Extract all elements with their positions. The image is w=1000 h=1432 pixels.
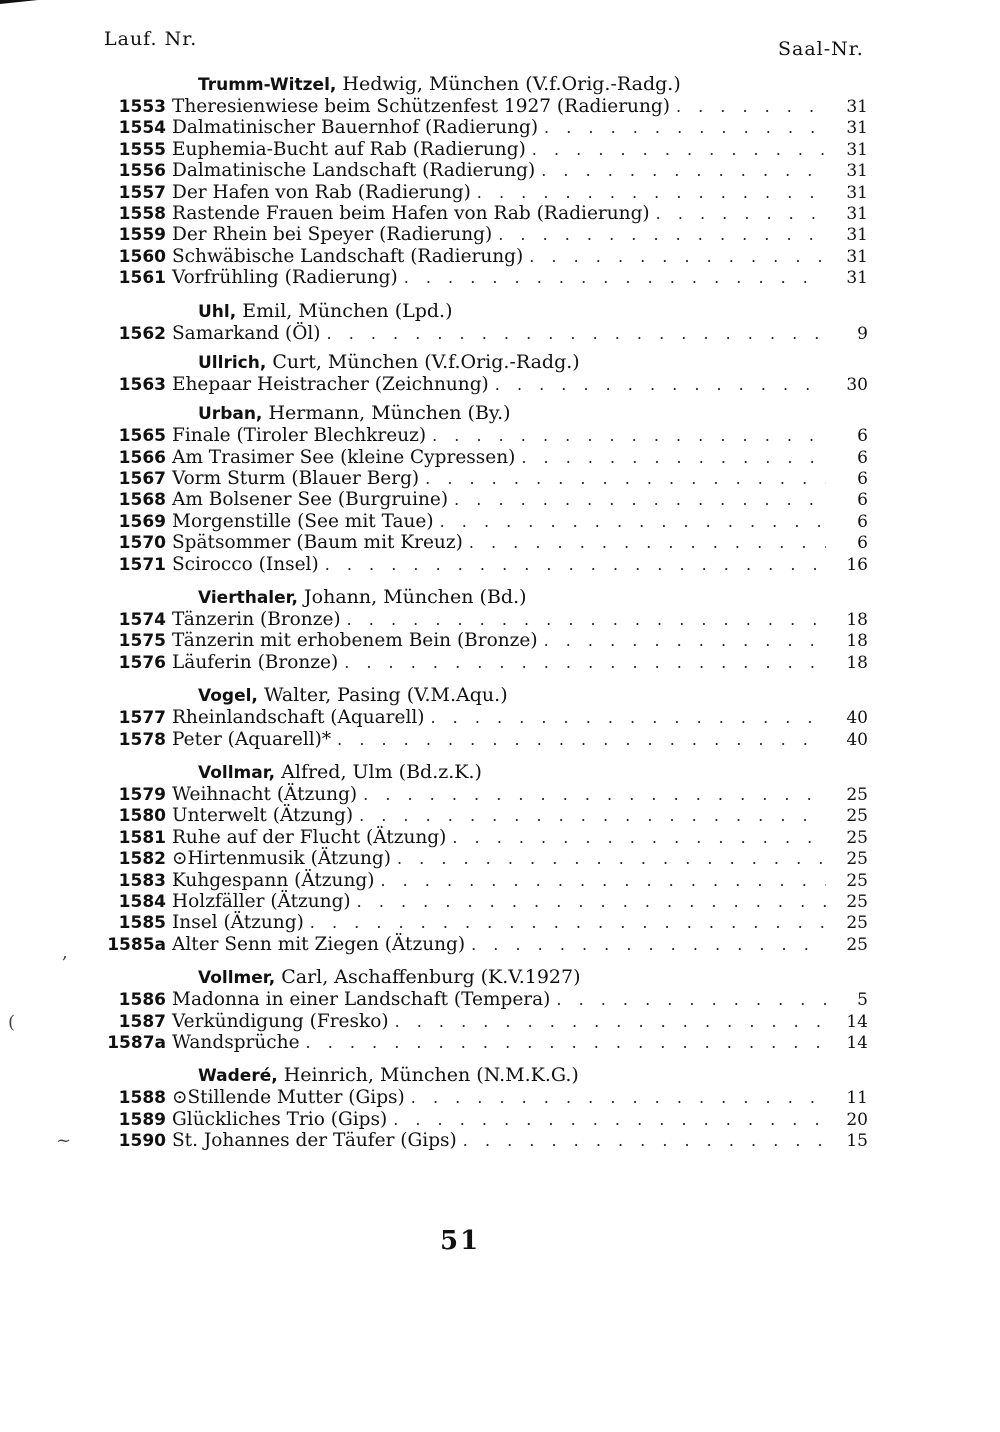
entry-title: Scirocco (Insel) — [172, 553, 319, 575]
artist-name: Uhl, — [198, 301, 237, 322]
catalog-entry — [96, 511, 868, 532]
entry-number: 1561 — [118, 268, 166, 289]
entry-room-number: 31 — [846, 182, 868, 203]
artist-details: Alfred, Ulm (Bd.z.K.) — [281, 760, 482, 783]
artist-details: Curt, München (V.f.Orig.-Radg.) — [272, 350, 580, 373]
margin-tick-mark: , — [62, 942, 68, 963]
catalog-entry — [96, 447, 868, 468]
entry-title: Dalmatinische Landschaft (Radierung) — [172, 160, 536, 182]
entry-room-number: 6 — [857, 511, 868, 532]
catalog-entry — [96, 891, 868, 912]
entry-number: 1577 — [118, 708, 166, 729]
catalog-entry — [96, 1011, 868, 1032]
artist-section — [96, 72, 868, 289]
entry-number: 1581 — [118, 827, 166, 848]
catalog-entry — [96, 267, 868, 288]
dot-leader — [529, 246, 826, 267]
artist-heading — [96, 760, 868, 784]
entry-number: 1589 — [118, 1109, 166, 1130]
entry-title: Spätsommer (Baum mit Kreuz) — [172, 532, 463, 554]
catalog-entry — [96, 139, 868, 160]
entry-title: Finale (Tiroler Blechkreuz) — [172, 425, 427, 447]
artist-section — [96, 350, 868, 395]
entry-number: 1560 — [118, 246, 166, 267]
entry-title: Am Trasimer See (kleine Cypressen) — [172, 446, 516, 468]
entry-title: Ruhe auf der Flucht (Ätzung) — [172, 826, 447, 848]
entry-number: 1571 — [118, 554, 166, 575]
artist-name: Vollmar, — [198, 762, 276, 783]
entry-number: 1556 — [118, 161, 166, 182]
catalog-entry — [96, 870, 868, 891]
entry-room-number: 6 — [857, 469, 868, 490]
entry-room-number: 6 — [857, 447, 868, 468]
artist-details: Walter, Pasing (V.M.Aqu.) — [263, 684, 508, 707]
entry-number: 1585a — [107, 934, 166, 955]
dot-leader — [327, 323, 826, 344]
entry-room-number: 15 — [846, 1131, 868, 1152]
entry-room-number: 25 — [846, 784, 868, 805]
entry-number: 1557 — [118, 182, 166, 203]
entry-title: Schwäbische Landschaft (Radierung) — [172, 245, 524, 267]
catalog-entry — [96, 246, 868, 267]
artist-section — [96, 299, 868, 344]
dot-leader — [393, 1109, 826, 1130]
catalog-entry — [96, 374, 868, 395]
entry-number: 1580 — [118, 806, 166, 827]
entry-title: Der Rhein bei Speyer (Radierung) — [172, 224, 493, 246]
artist-details: Hermann, München (By.) — [268, 402, 511, 425]
artist-heading — [96, 299, 868, 323]
entry-number: 1570 — [118, 533, 166, 554]
entry-number: 1559 — [118, 225, 166, 246]
entry-room-number: 31 — [846, 268, 868, 289]
entry-title: Tänzerin (Bronze) — [172, 609, 341, 631]
entry-number: 1555 — [118, 139, 166, 160]
dot-leader — [310, 912, 826, 933]
dot-leader — [425, 468, 826, 489]
entry-number: 1575 — [118, 631, 166, 652]
entry-room-number: 25 — [846, 913, 868, 934]
dot-leader — [397, 848, 826, 869]
entry-number: 1582 — [118, 849, 166, 870]
entry-number: 1558 — [118, 203, 166, 224]
entry-number: 1566 — [118, 447, 166, 468]
dot-leader — [676, 96, 826, 117]
dot-leader — [477, 182, 826, 203]
entry-title: Läuferin (Bronze) — [172, 651, 339, 673]
entry-room-number: 5 — [857, 990, 868, 1011]
entry-number: 1553 — [118, 97, 166, 117]
artist-name: Trumm-Witzel, — [198, 75, 337, 95]
artist-section — [96, 760, 868, 955]
entry-room-number: 30 — [846, 374, 868, 395]
dot-leader — [541, 160, 826, 181]
dot-leader — [347, 609, 826, 630]
entry-number: 1574 — [118, 610, 166, 631]
catalog-entry — [96, 707, 868, 728]
entry-title: Alter Senn mit Ziegen (Ätzung) — [172, 933, 466, 955]
entry-title: Weihnacht (Ätzung) — [172, 783, 358, 805]
entry-title: Theresienwiese beim Schützenfest 1927 (Radierung) — [172, 96, 670, 117]
artist-heading — [96, 585, 868, 609]
dot-leader — [404, 267, 826, 288]
catalog-entry — [96, 554, 868, 575]
artist-heading — [96, 350, 868, 374]
dot-leader — [495, 374, 826, 395]
entry-title: Holzfäller (Ätzung) — [172, 890, 351, 912]
dot-leader — [521, 447, 826, 468]
entry-room-number: 16 — [846, 554, 868, 575]
section-gap — [96, 1053, 868, 1063]
artist-heading — [96, 965, 868, 989]
artist-name: Vollmer, — [198, 968, 276, 989]
entry-room-number: 25 — [846, 891, 868, 912]
entry-number: 1578 — [118, 729, 166, 750]
entry-title: Glückliches Trio (Gips) — [172, 1108, 388, 1130]
catalog-listing — [96, 72, 868, 1151]
entry-number: 1587a — [107, 1032, 166, 1053]
section-gap — [96, 750, 868, 760]
dot-leader — [471, 934, 826, 955]
catalog-entry — [96, 425, 868, 446]
dot-leader — [432, 425, 826, 446]
catalog-entry — [96, 1109, 868, 1130]
artist-section — [96, 1063, 868, 1151]
entry-title: Morgenstille (See mit Taue) — [172, 510, 434, 532]
entry-number: 1554 — [118, 118, 166, 139]
dot-leader — [306, 1032, 826, 1053]
entry-number: 1579 — [118, 784, 166, 805]
entry-title: Tänzerin mit erhobenem Bein (Bronze) — [172, 630, 538, 652]
catalog-entry — [96, 203, 868, 224]
entry-number: 1590 — [118, 1131, 166, 1152]
dot-leader — [469, 532, 826, 553]
dot-leader — [395, 1011, 826, 1032]
catalog-entry — [96, 1130, 868, 1151]
dot-leader — [411, 1087, 826, 1108]
entry-title: Dalmatinischer Bauernhof (Radierung) — [172, 117, 539, 139]
artist-name: Vogel, — [198, 686, 258, 707]
entry-room-number: 31 — [846, 246, 868, 267]
entry-number: 1562 — [118, 323, 166, 344]
catalog-entry — [96, 323, 868, 344]
entry-title: ⊙Hirtenmusik (Ätzung) — [172, 848, 391, 870]
catalog-entry — [96, 630, 868, 651]
entry-room-number: 25 — [846, 827, 868, 848]
catalog-entry — [96, 1032, 868, 1053]
entry-number: 1576 — [118, 652, 166, 673]
dot-leader — [556, 989, 826, 1010]
entry-number: 1568 — [118, 490, 166, 511]
entry-room-number: 40 — [846, 729, 868, 750]
dot-leader — [363, 784, 826, 805]
dot-leader — [359, 805, 826, 826]
catalog-entry — [96, 489, 868, 510]
entry-room-number: 14 — [846, 1032, 868, 1053]
dot-leader — [532, 139, 826, 160]
entry-room-number: 25 — [846, 849, 868, 870]
entry-number: 1587 — [118, 1011, 166, 1032]
dot-leader — [431, 707, 827, 728]
entry-title: Ehepaar Heistracher (Zeichnung) — [172, 373, 489, 395]
catalog-entry — [96, 96, 868, 117]
entry-room-number: 31 — [846, 139, 868, 160]
entry-room-number: 18 — [846, 652, 868, 673]
artist-details: Hedwig, München (V.f.Orig.-Radg.) — [342, 73, 681, 95]
header-saal-nr: Saal-Nr. — [778, 38, 864, 60]
artist-name: Vierthaler, — [198, 588, 298, 609]
entry-number: 1565 — [118, 426, 166, 447]
entry-title: Der Hafen von Rab (Radierung) — [172, 181, 471, 203]
entry-number: 1563 — [118, 374, 166, 395]
catalog-entry — [96, 784, 868, 805]
entry-room-number: 9 — [857, 323, 868, 344]
catalog-entry — [96, 729, 868, 750]
margin-pencil-mark: ~ — [56, 1130, 72, 1151]
catalog-entry — [96, 468, 868, 489]
entry-number: 1588 — [118, 1088, 166, 1109]
margin-bracket-mark: ( — [8, 1012, 16, 1033]
entry-room-number: 18 — [846, 631, 868, 652]
entry-title: Wandsprüche — [172, 1031, 300, 1053]
section-gap — [96, 673, 868, 683]
dot-leader — [325, 554, 826, 575]
catalog-entry — [96, 117, 868, 138]
entry-title: Madonna in einer Landschaft (Tempera) — [172, 989, 551, 1011]
dot-leader — [344, 652, 826, 673]
entry-room-number: 40 — [846, 708, 868, 729]
entry-room-number: 25 — [846, 806, 868, 827]
dot-leader — [463, 1130, 826, 1151]
entry-title: ⊙Stillende Mutter (Gips) — [172, 1087, 405, 1109]
artist-name: Ullrich, — [198, 352, 267, 373]
entry-number: 1583 — [118, 870, 166, 891]
catalog-entry — [96, 805, 868, 826]
entry-title: St. Johannes der Täufer (Gips) — [172, 1130, 457, 1152]
catalog-entry — [96, 182, 868, 203]
dot-leader — [380, 870, 826, 891]
dot-leader — [357, 891, 826, 912]
catalog-entry — [96, 827, 868, 848]
header-lauf-nr: Lauf. Nr. — [104, 28, 198, 50]
artist-heading — [96, 1063, 868, 1087]
entry-title: Rastende Frauen beim Hafen von Rab (Radierung) — [172, 202, 650, 224]
dot-leader — [544, 117, 826, 138]
entry-room-number: 31 — [846, 203, 868, 224]
entry-title: Peter (Aquarell)* — [172, 728, 332, 750]
entry-room-number: 6 — [857, 490, 868, 511]
entry-title: Kuhgespann (Ätzung) — [172, 869, 375, 891]
entry-number: 1569 — [118, 511, 166, 532]
dot-leader — [440, 511, 826, 532]
catalog-entry — [96, 934, 868, 955]
entry-room-number: 31 — [846, 118, 868, 139]
dot-leader — [544, 630, 826, 651]
dot-leader — [452, 827, 826, 848]
artist-section — [96, 585, 868, 673]
catalog-entry — [96, 160, 868, 181]
catalog-entry — [96, 609, 868, 630]
catalog-entry — [96, 912, 868, 933]
artist-section — [96, 965, 868, 1053]
catalog-entry — [96, 1087, 868, 1108]
dot-leader — [656, 203, 826, 224]
artist-details: Emil, München (Lpd.) — [242, 299, 453, 322]
artist-heading — [96, 401, 868, 425]
artist-details: Carl, Aschaffenburg (K.V.1927) — [281, 966, 581, 989]
scan-corner-mark — [0, 0, 62, 14]
section-gap — [96, 955, 868, 965]
entry-number: 1584 — [118, 891, 166, 912]
artist-name: Waderé, — [198, 1066, 278, 1087]
catalog-entry — [96, 532, 868, 553]
entry-title: Vorm Sturm (Blauer Berg) — [172, 468, 420, 490]
artist-heading — [96, 683, 868, 707]
dot-leader — [337, 729, 826, 750]
page-number: 51 — [440, 1226, 481, 1256]
entry-room-number: 20 — [846, 1109, 868, 1130]
entry-title: Samarkand (Öl) — [172, 322, 321, 344]
catalog-entry — [96, 989, 868, 1010]
entry-room-number: 11 — [846, 1088, 868, 1109]
entry-number: 1567 — [118, 469, 166, 490]
entry-room-number: 31 — [846, 97, 868, 117]
entry-room-number: 25 — [846, 934, 868, 955]
entry-number: 1585 — [118, 913, 166, 934]
dot-leader — [454, 489, 826, 510]
artist-details: Heinrich, München (N.M.K.G.) — [283, 1064, 579, 1087]
entry-room-number: 6 — [857, 426, 868, 447]
entry-room-number: 31 — [846, 161, 868, 182]
entry-room-number: 18 — [846, 610, 868, 631]
dot-leader — [498, 224, 826, 245]
entry-room-number: 25 — [846, 870, 868, 891]
entry-room-number: 6 — [857, 533, 868, 554]
section-gap — [96, 289, 868, 299]
section-gap — [96, 575, 868, 585]
artist-section — [96, 401, 868, 575]
artist-name: Urban, — [198, 404, 263, 425]
entry-room-number: 31 — [846, 225, 868, 246]
artist-section — [96, 683, 868, 750]
entry-number: 1586 — [118, 990, 166, 1011]
entry-title: Am Bolsener See (Burgruine) — [172, 489, 449, 511]
entry-title: Insel (Ätzung) — [172, 912, 304, 934]
entry-title: Vorfrühling (Radierung) — [172, 267, 398, 289]
catalog-entry — [96, 848, 868, 869]
catalog-entry — [96, 224, 868, 245]
entry-title: Euphemia-Bucht auf Rab (Radierung) — [172, 138, 526, 160]
artist-details: Johann, München (Bd.) — [304, 586, 527, 609]
entry-title: Verkündigung (Fresko) — [172, 1010, 389, 1032]
artist-heading — [96, 72, 868, 96]
entry-title: Rheinlandschaft (Aquarell) — [172, 707, 425, 729]
entry-room-number: 14 — [846, 1011, 868, 1032]
catalog-entry — [96, 652, 868, 673]
entry-title: Unterwelt (Ätzung) — [172, 805, 354, 827]
